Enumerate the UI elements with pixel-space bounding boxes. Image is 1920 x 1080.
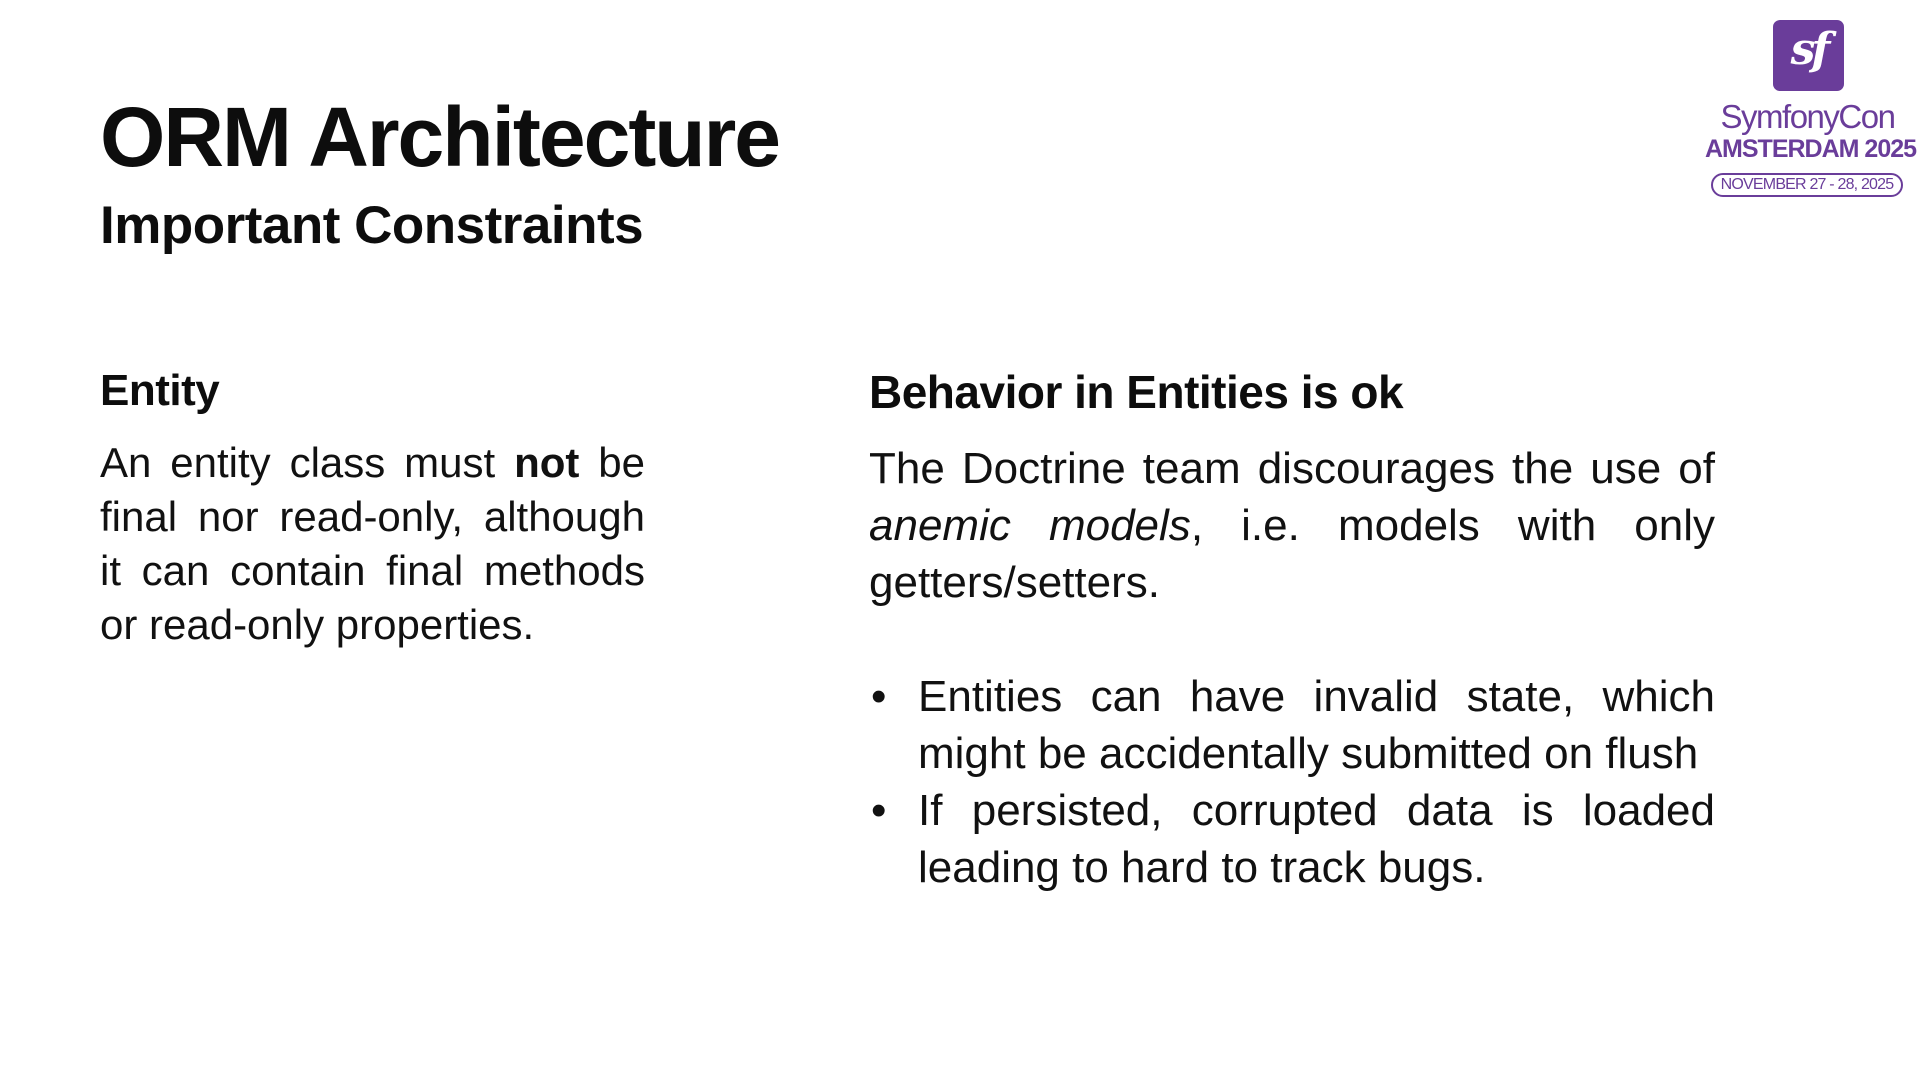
behavior-text-start: The Doctrine team discourages the use of bbox=[869, 444, 1715, 494]
slide-subtitle: Important Constraints bbox=[100, 196, 644, 255]
behavior-text-italic: anemic models bbox=[869, 501, 1191, 551]
entity-text-end: be final nor read-only, although it can contain final methods or read-only properties. bbox=[100, 438, 645, 648]
entity-paragraph bbox=[100, 436, 645, 652]
behavior-heading: Behavior in Entities is ok bbox=[869, 366, 1404, 418]
entity-section bbox=[100, 365, 645, 652]
logo-event-name: SymfonyCon bbox=[1720, 98, 1895, 135]
bullet-icon: • bbox=[871, 672, 887, 722]
bullet-icon: • bbox=[871, 786, 887, 836]
logo-event-dates: NOVEMBER 27 - 28, 2025 bbox=[1711, 173, 1903, 197]
entity-text-start: An entity class must bbox=[100, 438, 515, 486]
list-item bbox=[869, 668, 1715, 782]
logo-event-city: AMSTERDAM 2025 bbox=[1705, 135, 1917, 163]
behavior-text-end: , i.e. models with only getters/setters. bbox=[869, 501, 1716, 608]
behavior-paragraph bbox=[869, 440, 1715, 611]
entity-text-emphasis: not bbox=[514, 438, 580, 486]
list-item-text: If persisted, corrupted data is loaded leading to hard to track bugs. bbox=[918, 786, 1715, 893]
behavior-section bbox=[869, 365, 1715, 896]
entity-heading: Entity bbox=[100, 366, 220, 415]
behavior-bullet-list bbox=[869, 668, 1715, 896]
symfonycon-logo bbox=[1705, 18, 1917, 203]
list-item-text: Entities can have invalid state, which might be accidentally submitted on flush bbox=[918, 672, 1715, 779]
list-item bbox=[869, 782, 1715, 896]
symfony-logo-icon bbox=[1773, 20, 1844, 91]
logo-mark-text: sf bbox=[1790, 24, 1827, 75]
slide-title: ORM Architecture bbox=[100, 90, 780, 184]
